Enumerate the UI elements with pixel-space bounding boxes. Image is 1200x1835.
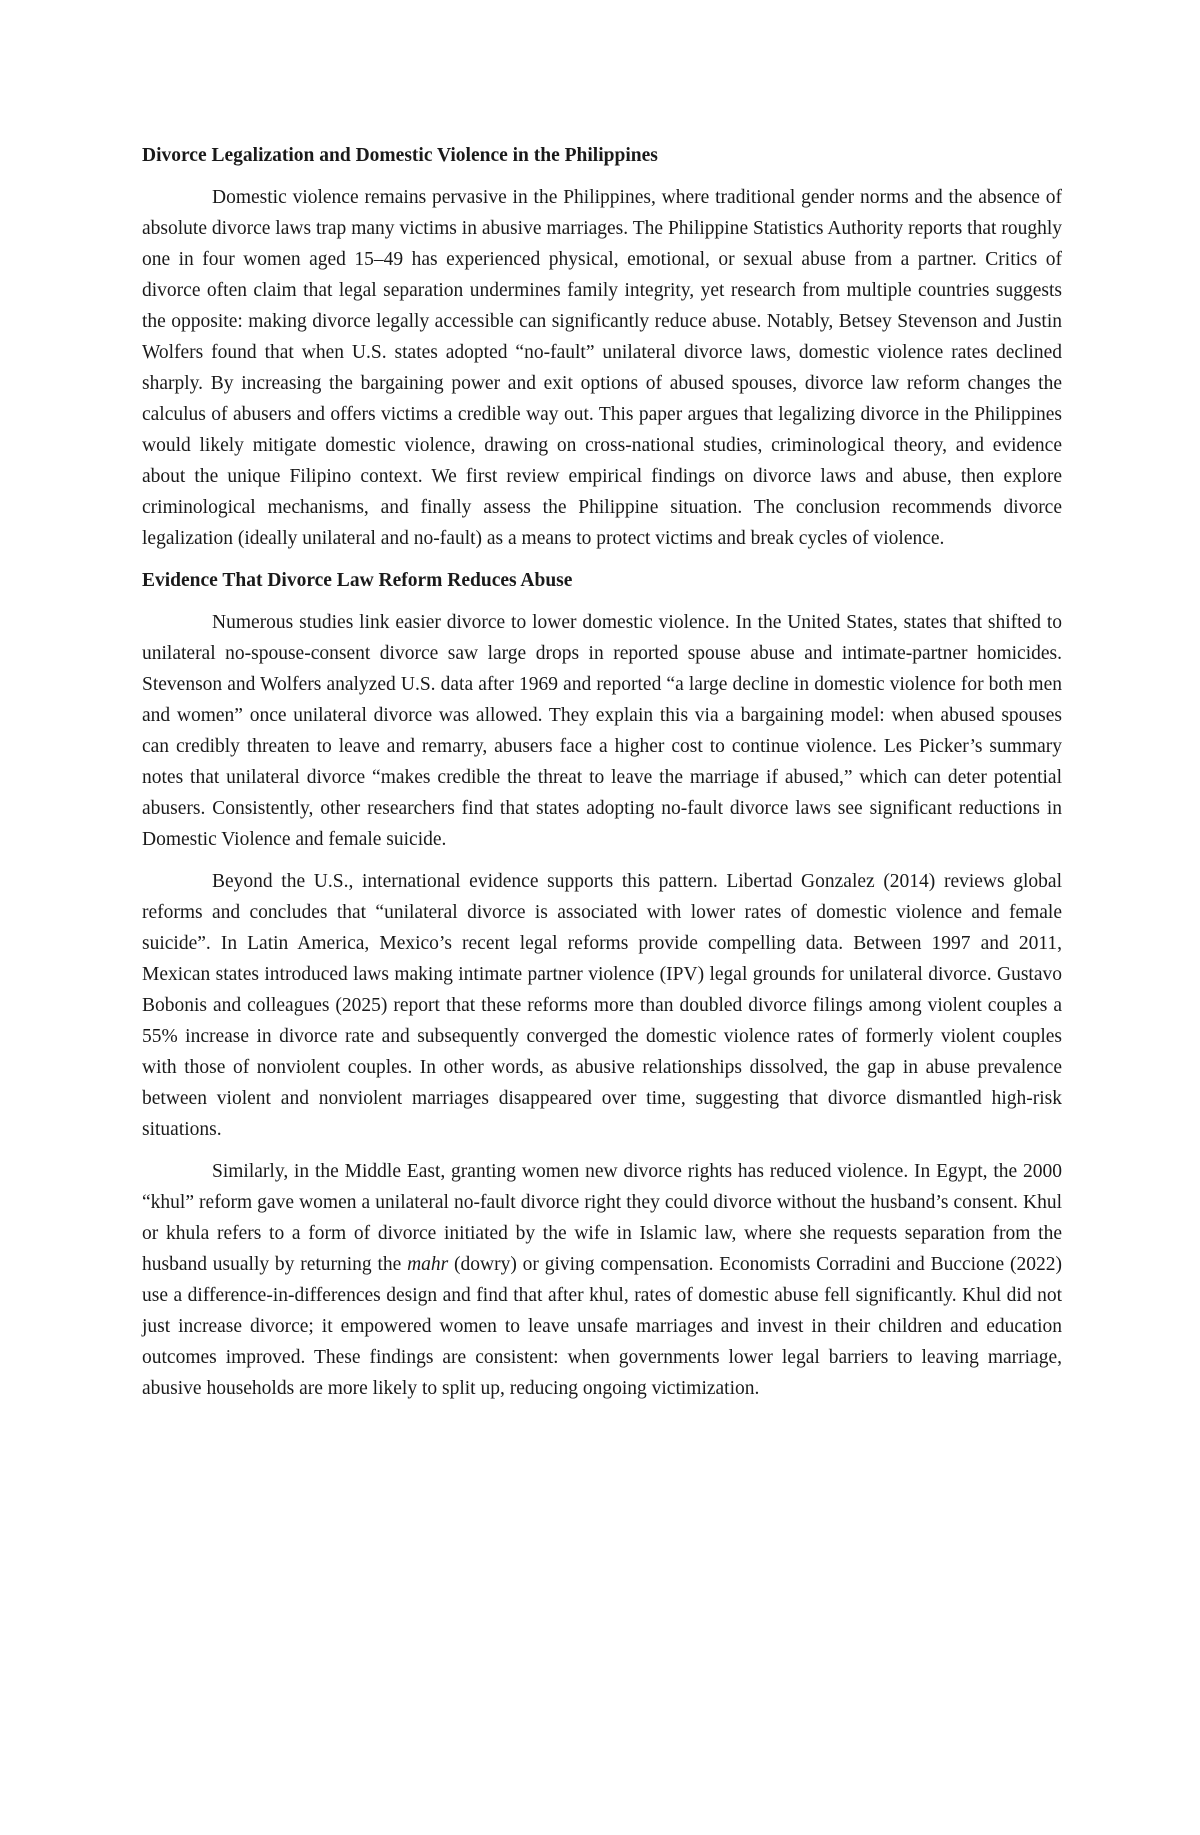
section-paragraph: Beyond the U.S., international evidence supports this pattern. Libertad Gonzalez (2014) reviews global reforms and concludes that “unilateral divorce is associated with lower rates of domestic violence and female suicide”. In Latin America, Mexico’s recent legal reforms provide compelling data. Between 1997 and 2011, Mexican states introduced laws making intimate partner violence (IPV) legal grounds for unilateral divorce. Gustavo Bobonis and colleagues (2025) report that these reforms more than doubled divorce filings among violent couples a 55% increase in divorce rate and subsequently converged the domestic violence rates of formerly violent couples with those of nonviolent couples. In other words, as abusive relationships dissolved, the gap in abuse prevalence between violent and nonviolent marriages disappeared over time, suggesting that divorce dismantled high-risk situations. <box>142 871 1062 1140</box>
intro-paragraph: Domestic violence remains pervasive in the Philippines, where traditional gender norms and the absence of absolute divorce laws trap many victims in abusive marriages. The Philippine Statistics Authority reports that roughly one in four women aged 15–49 has experienced physical, emotional, or sexual abuse from a partner. Critics of divorce often claim that legal separation undermines family integrity, yet research from multiple countries suggests the opposite: making divorce legally accessible can significantly reduce abuse. Notably, Betsey Stevenson and Justin Wolfers found that when U.S. states adopted “no-fault” unilateral divorce laws, domestic violence rates declined sharply. By increasing the bargaining power and exit options of abused spouses, divorce law reform changes the calculus of abusers and offers victims a credible way out. This paper argues that legalizing divorce in the Philippines would likely mitigate domestic violence, drawing on cross-national studies, criminological theory, and evidence about the unique Filipino context. We first review empirical findings on divorce laws and abuse, then explore criminological mechanisms, and finally assess the Philippine situation. The conclusion recommends divorce legalization (ideally unilateral and no-fault) as a means to protect victims and break cycles of violence. <box>142 187 1062 549</box>
paragraph-text: (dowry) or giving compensation. Economists Corradini and Buccione (2022) use a difference-in-differences design and find that after khul, rates of domestic abuse fell significantly. Khul did not just increase divorce; it empowered women to leave unsafe marriages and invest in their children and education outcomes improved. These findings are consistent: when governments lower legal barriers to leaving marriage, abusive households are more likely to split up, reducing ongoing victimization. <box>142 1254 1062 1399</box>
italic-term: mahr <box>407 1254 449 1275</box>
section-paragraph <box>142 1156 1062 1404</box>
paragraph-text: Similarly, in the Middle East, granting women new divorce rights has reduced violence. In Egypt, the 2000 “khul” reform gave women a unilateral no-fault divorce right they could divorce without the husband’s consent. Khul or khula refers to a form of divorce initiated by the wife in Islamic law, where she requests separation from the husband usually by returning the <box>142 1161 1062 1275</box>
document-title: Divorce Legalization and Domestic Violence in the Philippines <box>142 145 658 166</box>
section-heading: Evidence That Divorce Law Reform Reduces Abuse <box>142 570 573 591</box>
document-page <box>142 140 1062 1415</box>
section-paragraph: Numerous studies link easier divorce to lower domestic violence. In the United States, states that shifted to unilateral no-spouse-consent divorce saw large drops in reported spouse abuse and intimate-partner homicides. Stevenson and Wolfers analyzed U.S. data after 1969 and reported “a large decline in domestic violence for both men and women” once unilateral divorce was allowed. They explain this via a bargaining model: when abused spouses can credibly threaten to leave and remarry, abusers face a higher cost to continue violence. Les Picker’s summary notes that unilateral divorce “makes credible the threat to leave the marriage if abused,” which can deter potential abusers. Consistently, other researchers find that states adopting no-fault divorce laws see significant reductions in Domestic Violence and female suicide. <box>142 612 1062 850</box>
